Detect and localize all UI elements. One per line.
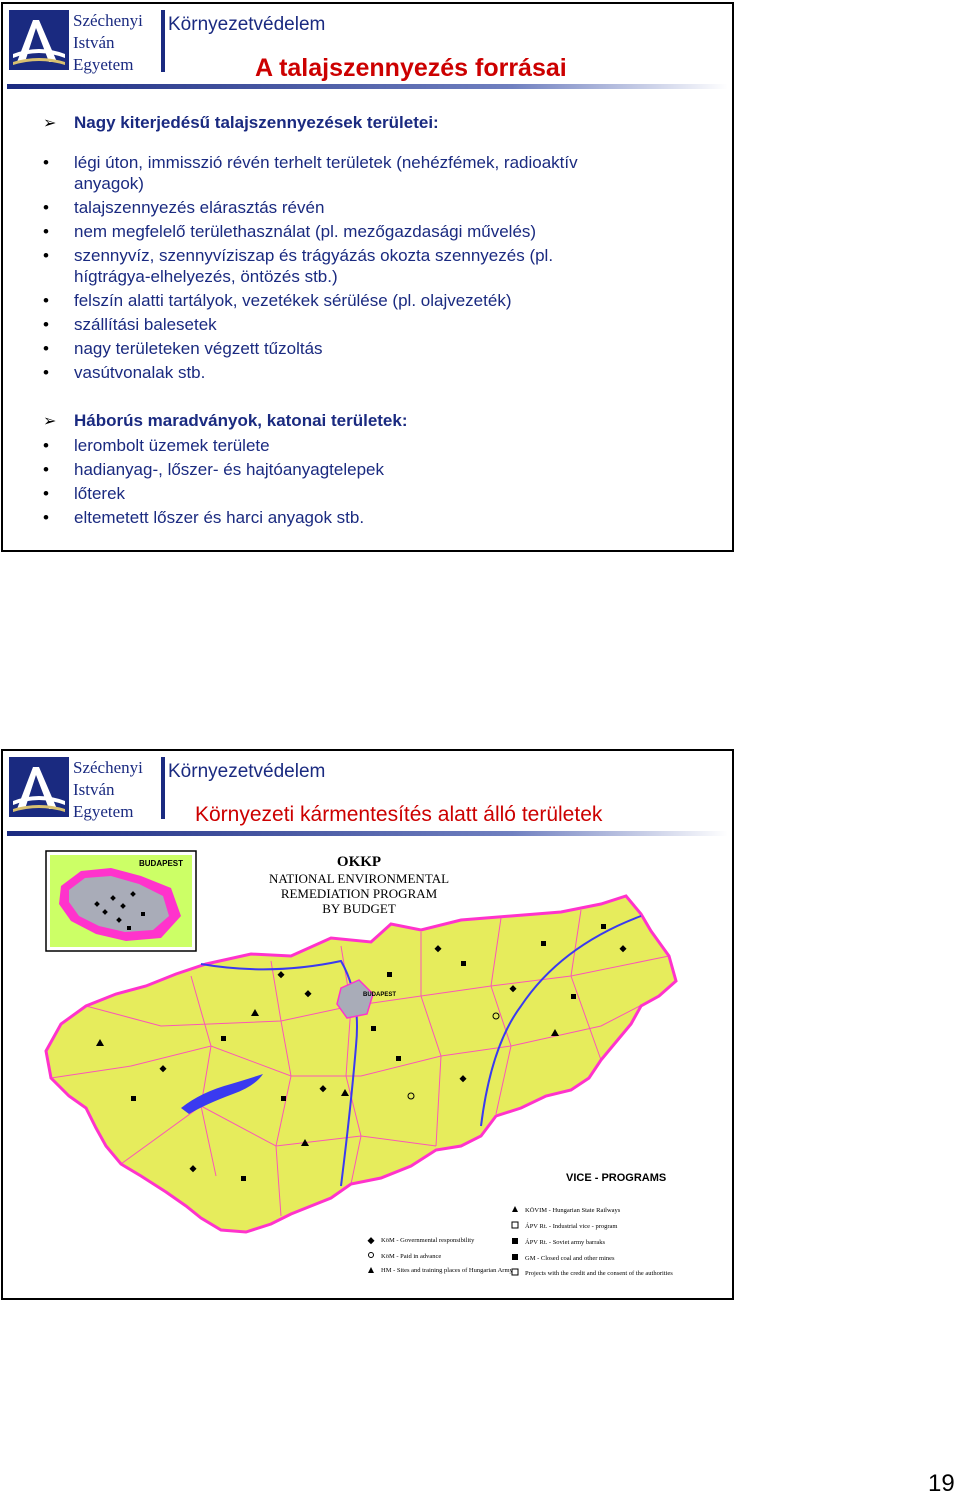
header-divider: [161, 757, 165, 819]
list-item-text: szállítási balesetek: [74, 315, 217, 334]
bullet-dot-icon: •: [43, 339, 49, 358]
legend-item: [512, 1254, 615, 1262]
legend-item: [512, 1222, 618, 1230]
header-rule: [7, 84, 728, 89]
list-item-text: lőterek: [74, 484, 126, 503]
list-item-text: nagy területeken végzett tűzoltás: [74, 339, 323, 358]
list-item-text: felszín alatti tartályok, vezetékek sérülése (pl. olajvezeték): [74, 291, 512, 310]
svg-text:HM - Sites and training places: HM - Sites and training places of Hungarian Army: [381, 1267, 513, 1274]
university-name: [73, 10, 157, 76]
list-item-text: szennyvíz, szennyvíziszap és trágyázás okozta szennyezés (pl.: [74, 246, 554, 265]
svg-text:BY BUDGET: BY BUDGET: [322, 901, 396, 916]
university-name-line: Egyetem: [73, 55, 134, 74]
legend-item: [512, 1269, 673, 1277]
university-name-line: István: [73, 780, 115, 799]
budapest-inset: [46, 851, 196, 951]
svg-text:ÁPV Rt. - Soviet army barraks: ÁPV Rt. - Soviet army barraks: [525, 1239, 606, 1246]
city-label: BUDAPEST: [363, 992, 397, 998]
vice-programs-title: VICE - PROGRAMS: [566, 1172, 667, 1184]
page-number: 19: [928, 1470, 955, 1497]
svg-text:KöM - Paid in advance: KöM - Paid in advance: [381, 1253, 442, 1260]
bullet-dot-icon: •: [43, 246, 49, 265]
remediation-map: [41, 846, 696, 1293]
legend-item: [367, 1237, 475, 1244]
list-item-text: hadianyag-, lőszer- és hajtóanyagtelepek: [74, 460, 384, 479]
bullet-dot-icon: •: [43, 291, 49, 310]
svg-text:GM - Closed coal and other min: GM - Closed coal and other mines: [525, 1255, 615, 1262]
section-heading-text: Nagy kiterjedésű talajszennyezések területei:: [74, 113, 439, 132]
university-name: [73, 757, 157, 823]
course-name: Környezetvédelem: [168, 14, 326, 35]
legend-item: [368, 1267, 514, 1274]
list-item-text: légi úton, immisszió révén terhelt területek (nehézfémek, radioaktív: [74, 153, 578, 172]
list-item-text: hígtrágya-elhelyezés, öntözés stb.): [74, 267, 338, 286]
slide-2: [1, 749, 734, 1300]
course-name: Környezetvédelem: [168, 761, 326, 782]
svg-text:Projects with the credit and t: Projects with the credit and the consent of the authorities: [525, 1270, 673, 1277]
slide-1: [1, 2, 734, 552]
bullet-dot-icon: •: [43, 508, 49, 527]
university-name-line: István: [73, 33, 115, 52]
legend-item: [512, 1238, 606, 1246]
university-logo-icon: [9, 10, 69, 70]
bullet-dot-icon: •: [43, 460, 49, 479]
university-name-line: Egyetem: [73, 802, 134, 821]
university-name-line: Széchenyi: [73, 11, 143, 30]
svg-text:OKKP: OKKP: [336, 854, 382, 870]
svg-text:REMEDIATION PROGRAM: REMEDIATION PROGRAM: [280, 886, 438, 901]
bullet-dot-icon: •: [43, 315, 49, 334]
bullet-dot-icon: •: [43, 436, 49, 455]
svg-text:KöM - Governmental responsibil: KöM - Governmental responsibility: [381, 1237, 475, 1244]
bullet-dot-icon: •: [43, 363, 49, 382]
svg-text:ÁPV Rt. - Industrial vice - pr: ÁPV Rt. - Industrial vice - program: [525, 1223, 618, 1230]
arrow-bullet-icon: ➢: [43, 413, 57, 430]
bullet-dot-icon: •: [43, 484, 49, 503]
arrow-bullet-icon: ➢: [43, 115, 57, 132]
header-divider: [161, 10, 165, 72]
svg-text:KÖVIM - Hungarian State Railwa: KÖVIM - Hungarian State Railways: [525, 1207, 621, 1214]
inset-label: BUDAPEST: [139, 859, 184, 868]
list-item-text: nem megfelelő területhasználat (pl. mezőgazdasági művelés): [74, 222, 537, 241]
header-rule: [7, 831, 728, 836]
university-logo-icon: [9, 757, 69, 817]
university-name-line: Széchenyi: [73, 758, 143, 777]
bullet-dot-icon: •: [43, 153, 49, 172]
section-heading-text: Háborús maradványok, katonai területek:: [74, 411, 408, 430]
svg-text:NATIONAL ENVIRONMENTAL: NATIONAL ENVIRONMENTAL: [268, 871, 450, 886]
slide-title: A talajszennyezés forrásai: [255, 54, 567, 82]
bullet-dot-icon: •: [43, 222, 49, 241]
list-item-text: lerombolt üzemek területe: [74, 436, 270, 455]
legend-item: [512, 1206, 621, 1214]
slide-title: Környezeti kármentesítés alatt álló területek: [195, 803, 603, 826]
list-item-text: anyagok): [74, 174, 144, 193]
list-item-text: vasútvonalak stb.: [74, 363, 206, 382]
bullet-dot-icon: •: [43, 198, 49, 217]
list-item-text: talajszennyezés elárasztás révén: [74, 198, 325, 217]
list-item-text: eltemetett lőszer és harci anyagok stb.: [74, 508, 365, 527]
